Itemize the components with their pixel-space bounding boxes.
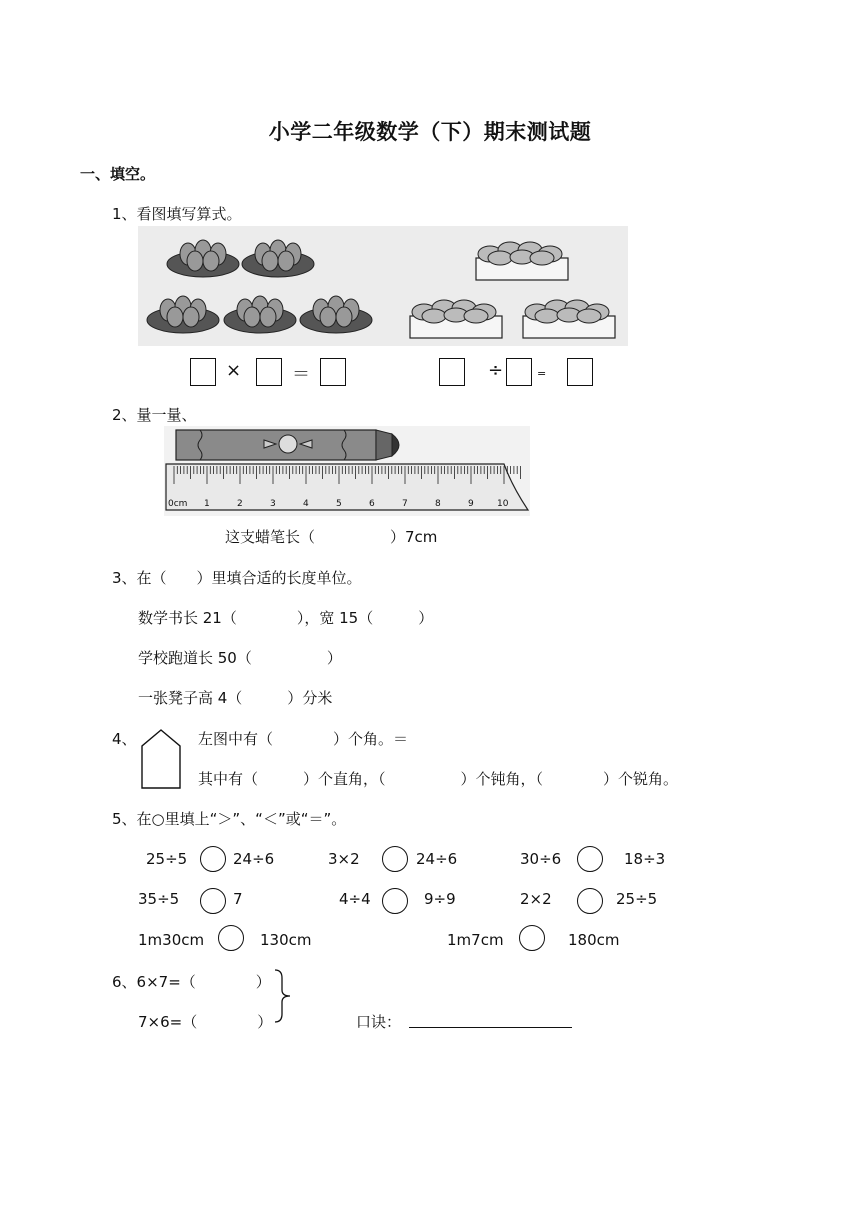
ruler-number: 8	[435, 499, 441, 509]
koujue-label: 口诀：	[356, 1013, 402, 1031]
crayon	[176, 430, 399, 460]
question-4-line: 左图中有（ ）个角。＝	[198, 730, 409, 748]
question-2-label: 2、量一量、	[112, 406, 197, 424]
compare-expression: 130cm	[260, 931, 312, 949]
compare-expression: 25÷5	[146, 850, 188, 868]
ruler-number: 5	[336, 499, 342, 509]
answer-box[interactable]	[506, 358, 532, 386]
compare-circle[interactable]	[519, 925, 545, 951]
ruler-number: 4	[303, 499, 309, 509]
ruler-number: 3	[270, 499, 276, 509]
ruler-number: 2	[237, 499, 243, 509]
koujue-answer-line[interactable]	[409, 1027, 572, 1028]
answer-box[interactable]	[190, 358, 216, 386]
pentagon-shape	[140, 728, 184, 790]
compare-expression: 2×2	[520, 890, 552, 908]
question-4-label: 4、	[112, 730, 137, 748]
compare-expression: 18÷3	[624, 850, 666, 868]
ruler-number: 7	[402, 499, 408, 509]
answer-box[interactable]	[567, 358, 593, 386]
ruler-number: 6	[369, 499, 375, 509]
question-2-answer: 这支蜡笔长（ ）7cm	[225, 528, 438, 546]
answer-box[interactable]	[256, 358, 282, 386]
compare-expression: 3×2	[328, 850, 360, 868]
ruler-unit-label: 0cm	[168, 499, 188, 509]
divide-sign: ÷	[488, 360, 504, 381]
right-brace	[272, 968, 294, 1024]
ruler-number: 9	[468, 499, 474, 509]
compare-expression: 7	[233, 890, 243, 908]
compare-expression: 24÷6	[416, 850, 458, 868]
ruler-number: 1	[204, 499, 210, 509]
compare-circle[interactable]	[200, 846, 226, 872]
compare-expression: 24÷6	[233, 850, 275, 868]
compare-expression: 1m7cm	[447, 931, 504, 949]
answer-box[interactable]	[439, 358, 465, 386]
equals-sign: =	[537, 367, 547, 380]
compare-expression: 1m30cm	[138, 931, 205, 949]
pears-and-boxes-illustration	[138, 226, 628, 346]
question-3-line: 数学书长 21（ ），宽 15（ ）	[138, 609, 434, 627]
compare-circle[interactable]	[200, 888, 226, 914]
question-5-label: 5、在○里填上“＞”、“＜”或“＝”。	[112, 810, 347, 828]
compare-expression: 30÷6	[520, 850, 562, 868]
compare-circle[interactable]	[382, 888, 408, 914]
times-sign: ×	[226, 360, 242, 381]
compare-circle[interactable]	[577, 846, 603, 872]
crayon-and-ruler-illustration	[164, 426, 530, 516]
question-3-line: 一张凳子高 4（ ）分米	[138, 689, 333, 707]
compare-expression: 9÷9	[424, 890, 456, 908]
question-1-label: 1、看图填写算式。	[112, 205, 242, 223]
answer-box[interactable]	[320, 358, 346, 386]
compare-expression: 35÷5	[138, 890, 180, 908]
compare-circle[interactable]	[577, 888, 603, 914]
question-6-line: 7×6=（ ）	[138, 1013, 273, 1031]
compare-expression: 4÷4	[339, 890, 371, 908]
compare-circle[interactable]	[382, 846, 408, 872]
page-title: 小学二年级数学（下）期末测试题	[268, 120, 592, 144]
question-4-line: 其中有（ ）个直角，（ ）个钝角，（ ）个锐角。	[198, 770, 679, 788]
question-3-line: 学校跑道长 50（ ）	[138, 649, 342, 667]
equals-sign: ＝	[292, 364, 310, 385]
section-heading: 一、填空。	[80, 165, 156, 183]
question-3-label: 3、在（ ）里填合适的长度单位。	[112, 569, 362, 587]
compare-circle[interactable]	[218, 925, 244, 951]
question-6-label: 6、6×7=（ ）	[112, 973, 271, 991]
compare-expression: 25÷5	[616, 890, 658, 908]
compare-expression: 180cm	[568, 931, 620, 949]
ruler-number: 10	[497, 499, 509, 509]
